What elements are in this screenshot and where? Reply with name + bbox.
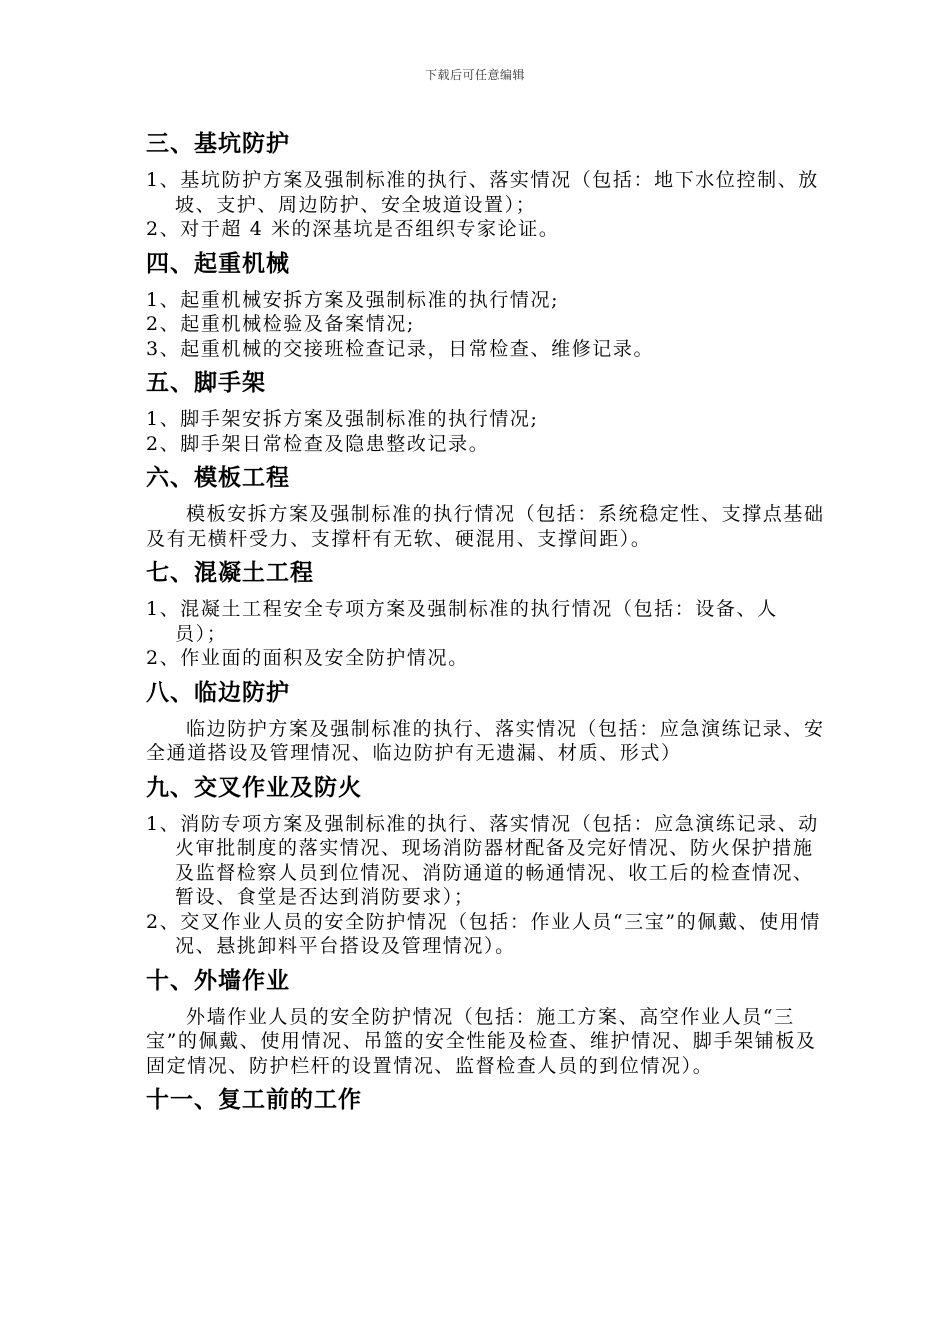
section-pre-resumption [146,1084,826,1116]
list-item: 2、作业面的面积及安全防护情况。 [146,647,469,669]
section-title: 八、临边防护 [146,679,290,706]
section-title: 七、混凝土工程 [146,560,314,586]
section-title: 四、起重机械 [146,250,290,277]
list-item: 3、起重机械的交接班检查记录，日常检查、维修记录。 [146,337,655,360]
section-concrete [146,557,826,671]
section-scaffolding [146,367,826,456]
list-item: 1、起重机械安拆方案及强制标准的执行情况; [146,288,560,311]
list-item: 2、起重机械检验及备案情况; [146,313,415,335]
section-title: 六、模板工程 [146,465,290,491]
section-edge-protection [146,677,826,766]
list-item: 1、混凝土工程安全专项方案及强制标准的执行情况（包括：设备、人员）； [146,598,778,645]
list-item: 2、对于超 4 米的深基坑是否组织专家论证。 [146,218,560,240]
section-cross-work-fire [146,772,826,959]
section-paragraph: 模板安拆方案及强制标准的执行情况（包括：系统稳定性、支撑点基础及有无横杆受力、支撑杆有无软、硬混用、支撑间距）。 [146,503,825,550]
section-lifting-machinery [146,248,826,362]
section-foundation-pit [146,128,826,242]
list-item: 1、脚手架安拆方案及强制标准的执行情况; [146,408,539,430]
page-header: 下载后可任意编辑 [424,68,525,82]
list-item: 1、消防专项方案及强制标准的执行、落实情况（包括：应急演练记录、动火审批制度的落实情况、现场消防器材配备及完好情况、防火保护措施及监督检察人员到位情况、消防通道的畅通情况、收工后的检查情况、暂设、食堂是否达到消防要求）； [146,812,819,908]
document-body [146,128,826,1124]
section-paragraph: 外墙作业人员的安全防护情况（包括：施工方案、高空作业人员“三宝”的佩戴、使用情况、吊篮的安全性能及检查、维护情况、脚手架铺板及固定情况、防护栏杆的设置情况、监督检查人员的到位情况）。 [146,1005,817,1077]
section-title: 十一、复工前的工作 [146,1087,362,1113]
list-item: 2、交叉作业人员的安全防护情况（包括：作业人员“三宝”的佩戴、使用情况、悬挑卸料平台搭设及管理情况）。 [146,910,821,957]
section-exterior-wall [146,965,826,1079]
section-title: 三、基坑防护 [146,131,290,157]
section-title: 五、脚手架 [146,370,266,396]
section-title: 九、交叉作业及防火 [146,774,362,801]
section-title: 十、外墙作业 [146,967,290,994]
section-formwork [146,462,826,551]
section-paragraph: 临边防护方案及强制标准的执行、落实情况（包括：应急演练记录、安全通道搭设及管理情况、临边防护有无遗漏、材质、形式） [146,717,825,764]
list-item: 2、脚手架日常检查及隐患整改记录。 [146,432,490,455]
list-item: 1、基坑防护方案及强制标准的执行、落实情况（包括：地下水位控制、放坡、支护、周边防护、安全坡道设置）； [146,169,819,216]
